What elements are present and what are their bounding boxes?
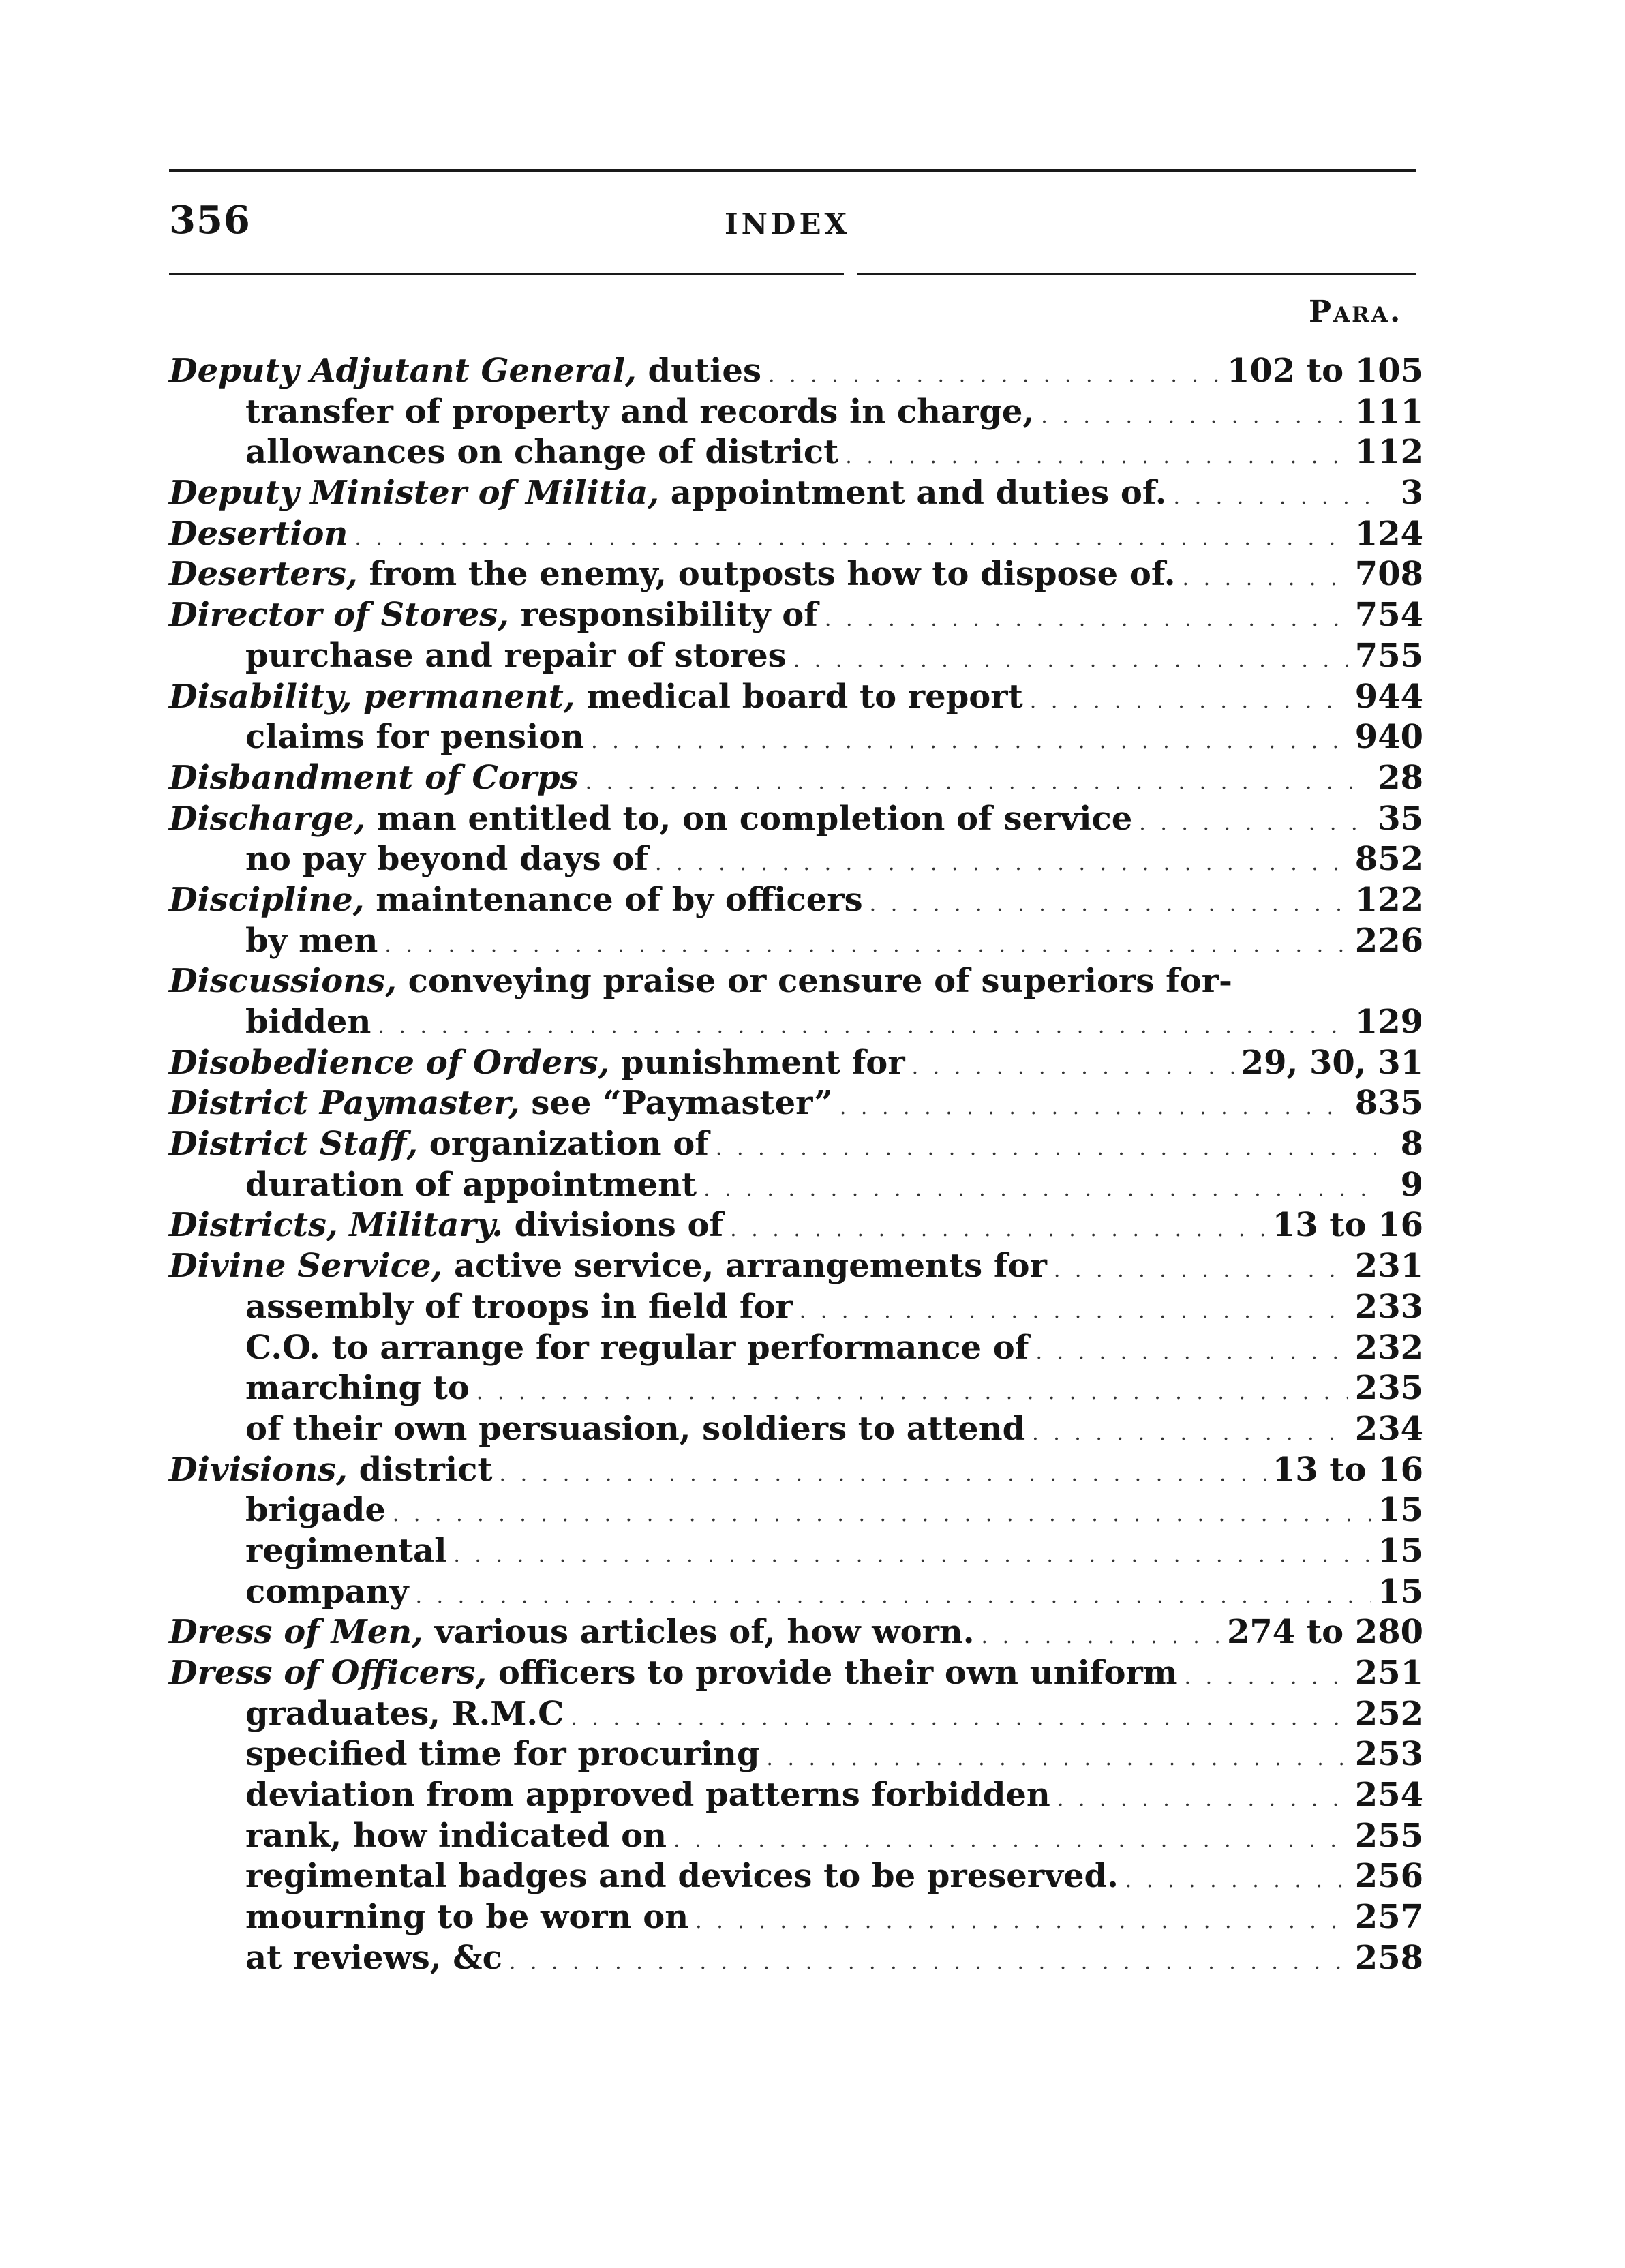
entry-description: officers to provide their own uniform	[487, 1654, 1178, 1692]
dot-leader	[870, 884, 1348, 925]
index-subentry	[169, 1897, 1423, 1938]
index-subentry	[169, 432, 1423, 473]
entry-term: Desertion	[169, 514, 348, 553]
paragraph-reference: 15	[1378, 1531, 1423, 1570]
dot-leader	[393, 1494, 1371, 1535]
index-subentry	[169, 1287, 1423, 1328]
paragraph-reference: 28	[1378, 758, 1423, 797]
index-subentry	[169, 1938, 1423, 1979]
paragraph-reference: 112	[1354, 433, 1423, 472]
entry-description: divisions of	[502, 1206, 724, 1245]
index-subentry	[169, 1816, 1423, 1857]
index-entry	[169, 1124, 1423, 1165]
paragraph-reference: 256	[1354, 1857, 1423, 1896]
index-subentry	[169, 1572, 1423, 1613]
entry-description: man entitled to, on completion of service	[365, 799, 1133, 838]
dot-leader	[1054, 1250, 1348, 1291]
entry-description: conveying praise or censure of superiors for-	[396, 962, 1232, 1001]
entry-term: Discussions,	[169, 962, 397, 1001]
index-entry	[169, 677, 1423, 718]
paragraph-reference: 233	[1354, 1287, 1423, 1326]
dot-leader	[655, 843, 1348, 884]
dot-leader	[1035, 1332, 1348, 1373]
entry-description: maintenance of by officers	[364, 880, 863, 919]
dot-leader	[1030, 681, 1348, 722]
entry-description: see “Paymaster”	[519, 1084, 833, 1123]
dot-leader	[730, 1209, 1266, 1250]
index-subentry	[169, 1165, 1423, 1206]
entry-description: by men	[245, 921, 378, 960]
entry-description: various articles of, how worn.	[423, 1613, 975, 1652]
header-rule-left	[169, 273, 844, 275]
entry-description: purchase and repair of stores	[245, 636, 787, 675]
entry-description: organization of	[418, 1125, 709, 1164]
dot-leader	[703, 1169, 1376, 1210]
entry-description: assembly of troops in field for	[245, 1287, 793, 1326]
index-subentry	[169, 1368, 1423, 1409]
index-subentry	[169, 1002, 1423, 1043]
entry-description: no pay beyond days of	[245, 840, 649, 879]
entry-description: regimental	[245, 1531, 447, 1570]
paragraph-reference: 232	[1354, 1328, 1423, 1367]
index-subentry	[169, 921, 1423, 962]
entry-term: Disobedience of Orders,	[169, 1043, 610, 1082]
entry-description: rank, how indicated on	[245, 1816, 667, 1855]
index-entry	[169, 880, 1423, 921]
dot-leader	[378, 1006, 1348, 1047]
entry-term: Divine Service,	[169, 1247, 443, 1286]
index-subentry	[169, 1694, 1423, 1735]
dot-leader	[384, 925, 1348, 966]
paragraph-reference: 15	[1378, 1491, 1423, 1530]
dot-leader	[768, 355, 1220, 396]
dot-leader	[509, 1942, 1348, 1983]
dot-leader	[800, 1291, 1348, 1332]
dot-leader	[476, 1372, 1348, 1413]
paragraph-reference: 755	[1354, 636, 1423, 675]
entry-term: Director of Stores,	[169, 596, 509, 635]
entry-term: Discharge,	[169, 799, 366, 838]
dot-leader	[1183, 558, 1348, 599]
paragraph-reference: 940	[1354, 718, 1423, 757]
index-entry	[169, 595, 1423, 636]
entry-description: of their own persuasion, soldiers to attend	[245, 1409, 1026, 1448]
paragraph-reference: 235	[1354, 1369, 1423, 1408]
index-subentry	[169, 1490, 1423, 1531]
dot-leader	[1057, 1779, 1348, 1820]
index-subentry	[169, 636, 1423, 677]
paragraph-reference: 13 to 16	[1272, 1206, 1423, 1245]
index-subentry	[169, 392, 1423, 433]
index-entries	[169, 351, 1423, 1979]
index-entry	[169, 554, 1423, 595]
index-subentry	[169, 1409, 1423, 1450]
entry-term: Districts, Military.	[169, 1206, 503, 1245]
index-entry	[169, 1205, 1423, 1246]
dot-leader	[571, 1698, 1348, 1739]
dot-leader	[1174, 477, 1376, 518]
paragraph-reference: 257	[1354, 1898, 1423, 1937]
paragraph-reference: 274 to 280	[1227, 1613, 1423, 1652]
paragraph-reference: 3	[1400, 474, 1423, 513]
entry-description: punishment for	[609, 1043, 905, 1082]
dot-leader	[1032, 1413, 1348, 1454]
paragraph-reference: 15	[1378, 1572, 1423, 1611]
entry-description: regimental badges and devices to be preserved.	[245, 1857, 1119, 1896]
dot-leader	[695, 1901, 1348, 1942]
dot-leader	[415, 1576, 1371, 1617]
entry-description: transfer of property and records in charge,	[245, 392, 1035, 431]
paragraph-reference: 835	[1354, 1084, 1423, 1123]
paragraph-reference: 754	[1354, 596, 1423, 635]
entry-description: from the enemy, outposts how to dispose of.	[357, 555, 1176, 594]
entry-description: graduates, R.M.C	[245, 1694, 564, 1733]
paragraph-reference: 258	[1354, 1938, 1423, 1977]
index-subentry	[169, 1856, 1423, 1897]
entry-description: district	[347, 1450, 493, 1489]
page-header	[169, 198, 1416, 259]
paragraph-reference: 226	[1354, 921, 1423, 960]
entry-term: Disability, permanent,	[169, 677, 575, 716]
entry-term: Dress of Men,	[169, 1613, 423, 1652]
index-entry	[169, 1043, 1423, 1084]
entry-description: specified time for procuring	[245, 1735, 760, 1774]
paragraph-reference: 29, 30, 31	[1241, 1043, 1423, 1082]
entry-description: active service, arrangements for	[442, 1247, 1047, 1286]
entry-description: responsibility of	[508, 596, 818, 635]
entry-description: duration of appointment	[245, 1165, 697, 1204]
entry-term: Deserters,	[169, 555, 358, 594]
entry-description: allowances on change of district	[245, 433, 839, 472]
dot-leader	[982, 1616, 1221, 1657]
top-rule	[169, 169, 1416, 172]
dot-leader	[586, 762, 1371, 803]
dot-leader	[840, 1087, 1348, 1128]
paragraph-reference: 231	[1354, 1247, 1423, 1286]
entry-term: District Paymaster,	[169, 1084, 520, 1123]
dot-leader	[1139, 803, 1371, 844]
entry-term: Deputy Adjutant General,	[169, 352, 637, 390]
paragraph-reference: 8	[1400, 1125, 1423, 1164]
para-column-label: Para.	[1309, 294, 1403, 329]
dot-leader	[1125, 1860, 1348, 1901]
paragraph-reference: 234	[1354, 1409, 1423, 1448]
entry-description: claims for pension	[245, 718, 585, 757]
index-entry	[169, 1450, 1423, 1491]
entry-term: Disbandment of Corps	[169, 758, 579, 797]
index-entry	[169, 799, 1423, 840]
paragraph-reference: 9	[1400, 1165, 1423, 1204]
dot-leader	[912, 1047, 1234, 1088]
entry-description: marching to	[245, 1369, 470, 1408]
entry-term: District Staff,	[169, 1125, 419, 1164]
entry-term: Discipline,	[169, 880, 365, 919]
paragraph-reference: 254	[1354, 1776, 1423, 1815]
header-rule-right	[857, 273, 1416, 275]
dot-leader	[1041, 396, 1348, 437]
paragraph-reference: 251	[1354, 1654, 1423, 1692]
dot-leader	[591, 721, 1348, 762]
dot-leader	[793, 640, 1348, 681]
entry-description: bidden	[245, 1003, 371, 1041]
paragraph-reference: 253	[1354, 1735, 1423, 1774]
dot-leader	[453, 1535, 1371, 1576]
entry-term: Divisions,	[169, 1450, 348, 1489]
index-subentry	[169, 1328, 1423, 1369]
index-entry	[169, 351, 1423, 392]
paragraph-reference: 102 to 105	[1227, 352, 1423, 390]
entry-description: appointment and duties of.	[659, 474, 1167, 513]
dot-leader	[766, 1738, 1348, 1779]
entry-description: company	[245, 1572, 409, 1611]
paragraph-reference: 708	[1354, 555, 1423, 594]
dot-leader	[500, 1454, 1266, 1495]
entry-term: Deputy Minister of Militia,	[169, 474, 660, 513]
entry-description: duties	[636, 352, 761, 390]
entry-description: at reviews, &c	[245, 1938, 502, 1977]
index-entry	[169, 1246, 1423, 1287]
dot-leader	[825, 599, 1348, 640]
index-subentry	[169, 1775, 1423, 1816]
paragraph-reference: 852	[1354, 840, 1423, 879]
index-entry	[169, 1612, 1423, 1653]
dot-leader	[673, 1820, 1348, 1861]
entry-description: deviation from approved patterns forbidden	[245, 1776, 1050, 1815]
paragraph-reference: 111	[1354, 392, 1423, 431]
paragraph-reference: 122	[1354, 880, 1423, 919]
paragraph-reference: 124	[1354, 514, 1423, 553]
dot-leader	[354, 518, 1348, 559]
dot-leader	[716, 1128, 1376, 1169]
page-number: 356	[169, 198, 251, 243]
index-subentry	[169, 1531, 1423, 1572]
index-entry	[169, 514, 1423, 555]
paragraph-reference: 252	[1354, 1694, 1423, 1733]
paragraph-reference: 944	[1354, 677, 1423, 716]
index-entry	[169, 1083, 1423, 1124]
paragraph-reference: 35	[1378, 799, 1423, 838]
paragraph-reference: 255	[1354, 1816, 1423, 1855]
entry-description: brigade	[245, 1491, 386, 1530]
entry-description: mourning to be worn on	[245, 1898, 689, 1937]
running-title: INDEX	[725, 207, 851, 241]
index-entry	[169, 961, 1423, 1002]
index-subentry	[169, 1734, 1423, 1775]
entry-term: Dress of Officers,	[169, 1654, 487, 1692]
entry-description: C.O. to arrange for regular performance of	[245, 1328, 1029, 1367]
paragraph-reference: 13 to 16	[1272, 1450, 1423, 1489]
index-entry	[169, 1653, 1423, 1694]
entry-description: medical board to report	[575, 677, 1023, 716]
index-entry	[169, 473, 1423, 514]
paragraph-reference: 129	[1354, 1003, 1423, 1041]
dot-leader	[845, 436, 1348, 477]
index-subentry	[169, 839, 1423, 880]
dot-leader	[1185, 1657, 1348, 1698]
index-entry	[169, 758, 1423, 799]
index-subentry	[169, 717, 1423, 758]
